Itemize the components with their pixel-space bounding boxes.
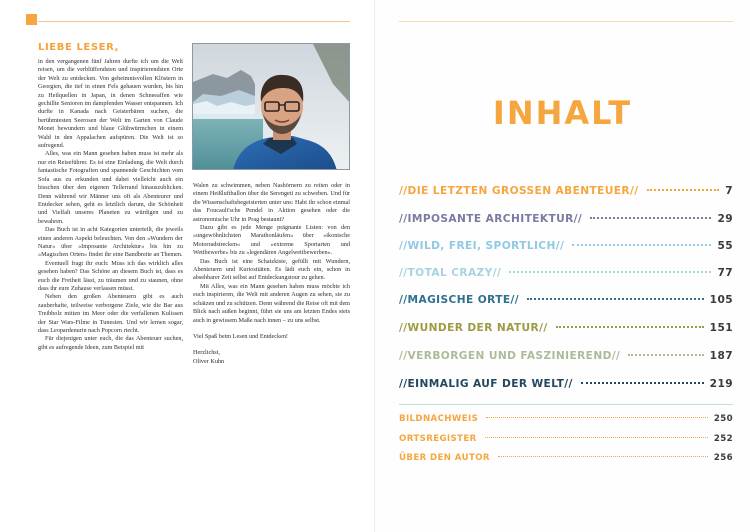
toc-entry[interactable] bbox=[399, 185, 733, 201]
toc-entry-page: 219 bbox=[709, 378, 733, 390]
toc-appendix-label: ÜBER DEN AUTOR bbox=[399, 453, 490, 463]
toc-appendix-label: BILDNACHWEIS bbox=[399, 414, 479, 424]
toc-entry[interactable] bbox=[399, 294, 733, 310]
toc-appendix-entry[interactable] bbox=[399, 453, 733, 469]
top-rule bbox=[38, 21, 350, 22]
toc-leader-dots bbox=[498, 456, 708, 457]
toc-leader-dots bbox=[485, 437, 708, 438]
toc-title: INHALT bbox=[492, 94, 633, 132]
intro-paragraph: Dazu gibt es jede Menge prägnante Listen: von den »ungewöhnlichsten Marathonläufen« über »ikonische Motorradstrecken« und »extreme Sportarten und Wettbewerbe« bis zu »legendären Angelwettbewerben«. bbox=[193, 224, 350, 257]
intro-paragraph: Eventuell fragt ihr euch: Muss ich das wirklich alles gesehen haben? Das Schöne an diesem Buch ist, dass es euch die Freiheit lässt, zu träumen und zu staunen, ohne dass ihr eure Zuhause verlassen müsst. bbox=[38, 259, 183, 292]
intro-paragraph: Mit Alles, was ein Mann gesehen haben muss möchte ich euch inspirieren, die Welt mit anderen Augen zu sehen, sie zu schätzen und zu schützen. Denn während die Reise oft mit dem Blick nach außen beginnt, führt sie uns am letzten Endes stets auch in gewissem Maße nach innen – zu uns selbst. bbox=[193, 282, 350, 324]
toc-leader-dots bbox=[628, 354, 703, 356]
top-rule bbox=[399, 21, 733, 22]
intro-column-1 bbox=[38, 58, 183, 500]
author-photo-image bbox=[193, 44, 350, 170]
toc-leader-dots bbox=[486, 417, 708, 418]
toc-leader-dots bbox=[556, 326, 704, 328]
intro-paragraph: in den vergangenen fünf Jahren durfte ich um die Welt reisen, um die verblüffendsten und inspirierendsten Orte der Welt zu entdecken. Von geheimnisvollen Klöstern in Georgien, die tief in einen Fels gehauen wurden, bis hin zu Heilquellen in Japan, in denen Schneeaffen wie gechillte Senioren im dampfenden Wasser entspannen. Ich durfte in Kanada nach Geisterbären suchen, die berühmtesten Seerosen der Welt im Garten von Claude Monet bewundern und blaue Glühwürmchen in einem Wald in den Appalachen aufspüren. Die Welt ist so aufregend. bbox=[38, 58, 183, 150]
toc-entry-label: //MAGISCHE ORTE// bbox=[399, 294, 519, 306]
intro-paragraph: Alles, was ein Mann gesehen haben muss ist mehr als nur ein Reiseführer. Es ist eine Einladung, die Welt durch fantastische Fotografien und spannende Geschichten vom Sofa aus zu erkunden und dabei vielleicht auch ein bisschen über den eigenen Tellerrand hinauszublicken. Denn während wir Männer uns oft als Abenteurer und Entdecker sehen, geht es letztlich darum, die Schönheit und Vielfalt unseres Planeten zu würdigen und zu bewahren. bbox=[38, 150, 183, 225]
right-page bbox=[375, 0, 750, 532]
intro-column-2 bbox=[193, 182, 350, 500]
toc-entry-page: 77 bbox=[717, 267, 733, 279]
intro-paragraph: Das Buch ist in acht Kategorien unterteilt, die jeweils einen anderen Aspekt beleuchten. Von den »Wundern der Natur« über »Imposante Architektur« bis hin zu »Magischen Orten« findet ihr eine Bandbreite an Themen. bbox=[38, 226, 183, 259]
toc-entry-label: //VERBORGEN UND FASZINIEREND// bbox=[399, 350, 621, 362]
toc-appendix-page: 252 bbox=[713, 434, 733, 444]
toc-entry-label: //IMPOSANTE ARCHITEKTUR// bbox=[399, 213, 583, 225]
toc-entry[interactable] bbox=[399, 267, 733, 283]
closing-line: Viel Spaß beim Lesen und Entdecken! bbox=[193, 332, 288, 340]
toc-leader-dots bbox=[590, 217, 711, 219]
toc-appendix-entry[interactable] bbox=[399, 414, 733, 430]
toc-appendix-entry[interactable] bbox=[399, 434, 733, 450]
toc-appendix-page: 256 bbox=[713, 453, 733, 463]
toc-entry-label: //EINMALIG AUF DER WELT// bbox=[399, 378, 573, 390]
toc-entry-page: 7 bbox=[725, 185, 733, 197]
intro-paragraph: Für diejenigen unter euch, die das Abenteuer suchen, gibt es aufregende Ideen, zum Beispiel mit bbox=[38, 335, 183, 351]
toc-leader-dots bbox=[647, 189, 720, 191]
toc-leader-dots bbox=[509, 271, 711, 273]
toc-appendix-page: 250 bbox=[713, 414, 733, 424]
intro-paragraph: Das Buch ist eine Schatzkiste, gefüllt mit Wundern, Abenteuern und Kuriositäten. Es lädt euch ein, schon in absehbarer Zeit selbst auf Entdeckungstour zu gehen. bbox=[193, 257, 350, 282]
toc-entry-label: //DIE LETZTEN GROSSEN ABENTEUER// bbox=[399, 185, 639, 197]
toc-entry[interactable] bbox=[399, 378, 733, 394]
intro-paragraph: Walen zu schwimmen, neben Nashörnern zu reiten oder in einem Heißluftballon über die Serengeti zu schweben. Und für die Wissenschaftsbegeisterten unter uns: Habt ihr schon einmal das Foucault'sche Pendel in Aktion gesehen oder die astronomische Uhr in Prag bestaunt? bbox=[193, 182, 350, 223]
toc-entry[interactable] bbox=[399, 322, 733, 338]
toc-entry-page: 151 bbox=[709, 322, 733, 334]
toc-entry-label: //WILD, FREI, SPORTLICH// bbox=[399, 240, 565, 252]
toc-entry-label: //WUNDER DER NATUR// bbox=[399, 322, 548, 334]
corner-marker bbox=[26, 14, 37, 25]
toc-entry-page: 29 bbox=[717, 213, 733, 225]
toc-entry[interactable] bbox=[399, 350, 733, 366]
toc-leader-dots bbox=[581, 382, 704, 384]
signature-greeting: Herzlichst, bbox=[193, 349, 220, 357]
toc-leader-dots bbox=[572, 244, 711, 246]
author-photo bbox=[192, 43, 350, 170]
toc-entry-page: 55 bbox=[717, 240, 733, 252]
signature-name: Oliver Kuhn bbox=[193, 357, 225, 365]
toc-entry-label: //TOTAL CRAZY// bbox=[399, 267, 502, 279]
toc-appendix-label: ORTSREGISTER bbox=[399, 434, 477, 444]
toc-entry-page: 187 bbox=[709, 350, 733, 362]
toc-leader-dots bbox=[527, 298, 704, 300]
toc-entry-page: 105 bbox=[709, 294, 733, 306]
toc-entry[interactable] bbox=[399, 213, 733, 229]
toc-entry[interactable] bbox=[399, 240, 733, 256]
section-divider bbox=[399, 404, 733, 405]
greeting-heading: LIEBE LESER, bbox=[38, 42, 119, 53]
intro-paragraph: Neben den großen Abenteuern gibt es auch zauberhafte, teilweise verborgene Ziele, wie die Bar aus Treibholz mitten im Meer oder die verfallenen Kulissen der Star Wars-Filme in Tunesien. Und wir lernen sogar, dass Leopardenurin nach Popcorn riecht. bbox=[38, 293, 183, 334]
